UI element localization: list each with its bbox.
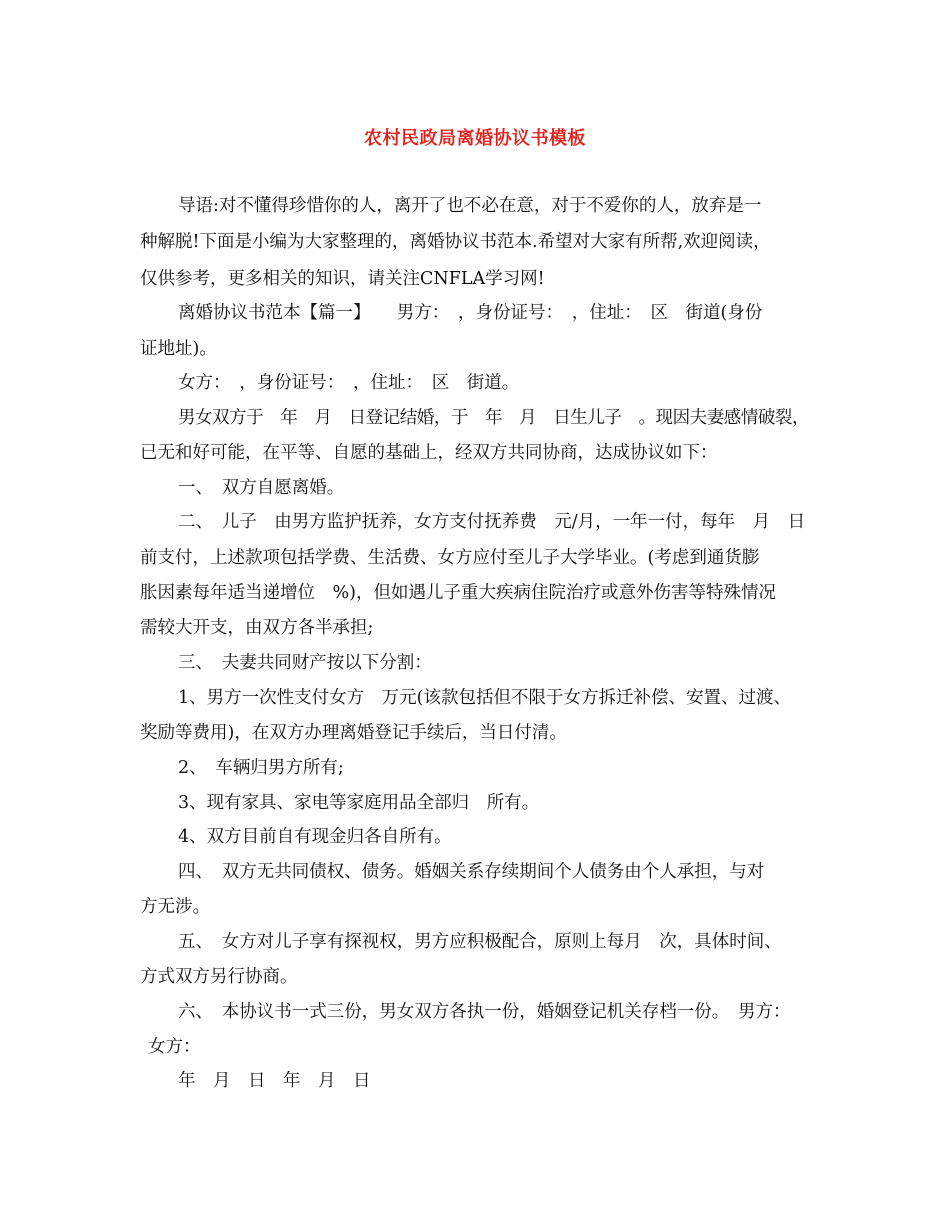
clause-5-line-2: 方式双方另行协商。: [140, 967, 298, 987]
clause-2-line-4: 需较大开支，由双方各半承担;: [140, 618, 374, 638]
signature-dates: 年 月 日 年 月 日: [178, 1071, 371, 1091]
female-party-line: 女方： ，身份证号： ，住址： 区 街道。: [178, 373, 520, 393]
clause-3: 三、 夫妻共同财产按以下分割：: [178, 653, 432, 673]
item-1-line-1: 1、男方一次性支付女方 万元(该款包括但不限于女方拆迁补偿、安置、过渡、: [178, 688, 791, 708]
item-4: 4、双方目前自有现金归各自所有。: [178, 827, 452, 847]
clause-2-line-1: 二、 儿子 由男方监护抚养，女方支付抚养费 元/月，一年一付，每年 月 日: [178, 512, 806, 532]
item-3: 3、现有家具、家电等家庭用品全部归 所有。: [178, 793, 540, 813]
intro-line-1: 导语:对不懂得珍惜你的人，离开了也不必在意，对于不爱你的人，放弃是一: [178, 196, 762, 216]
intro-line-2: 种解脱!下面是小编为大家整理的，离婚协议书范本.希望对大家有所帮,欢迎阅读，: [140, 232, 771, 252]
clause-1: 一、 双方自愿离婚。: [178, 478, 345, 498]
signature-female: 女方：: [148, 1037, 201, 1057]
clause-2-line-2: 前支付，上述款项包括学费、生活费、女方应付至儿子大学毕业。(考虑到通货膨: [140, 548, 760, 568]
intro-line-3: 仅供参考，更多相关的知识，请关注CNFLA学习网!: [140, 269, 545, 289]
clause-4-line-1: 四、 双方无共同债权、债务。婚姻关系存续期间个人债务由个人承担，与对: [178, 862, 765, 882]
document-title: 农村民政局离婚协议书模板: [364, 128, 586, 149]
marriage-line-2: 已无和好可能，在平等、自愿的基础上，经双方共同协商，达成协议如下：: [140, 443, 718, 463]
sample-heading-line: 离婚协议书范本【篇一】 男方： ，身份证号： ，住址： 区 街道(身份: [178, 303, 763, 323]
clause-4-line-2: 方无涉。: [140, 897, 210, 917]
clause-6-line-1: 六、 本协议书一式三份，男女双方各执一份，婚姻登记机关存档一份。 男方：: [178, 1002, 791, 1022]
item-1-line-2: 奖励等费用)，在双方办理离婚登记手续后，当日付清。: [140, 723, 567, 743]
clause-5-line-1: 五、 女方对儿子享有探视权，男方应积极配合，原则上每月 次，具体时间、: [178, 932, 782, 952]
address-line: 证地址)。: [140, 339, 217, 359]
marriage-line-1: 男女双方于 年 月 日登记结婚，于 年 月 日生儿子 。现因夫妻感情破裂，: [178, 408, 810, 428]
clause-2-line-3: 胀因素每年适当递增位 %)，但如遇儿子重大疾病住院治疗或意外伤害等特殊情况: [140, 583, 776, 603]
item-2: 2、 车辆归男方所有;: [178, 758, 344, 778]
